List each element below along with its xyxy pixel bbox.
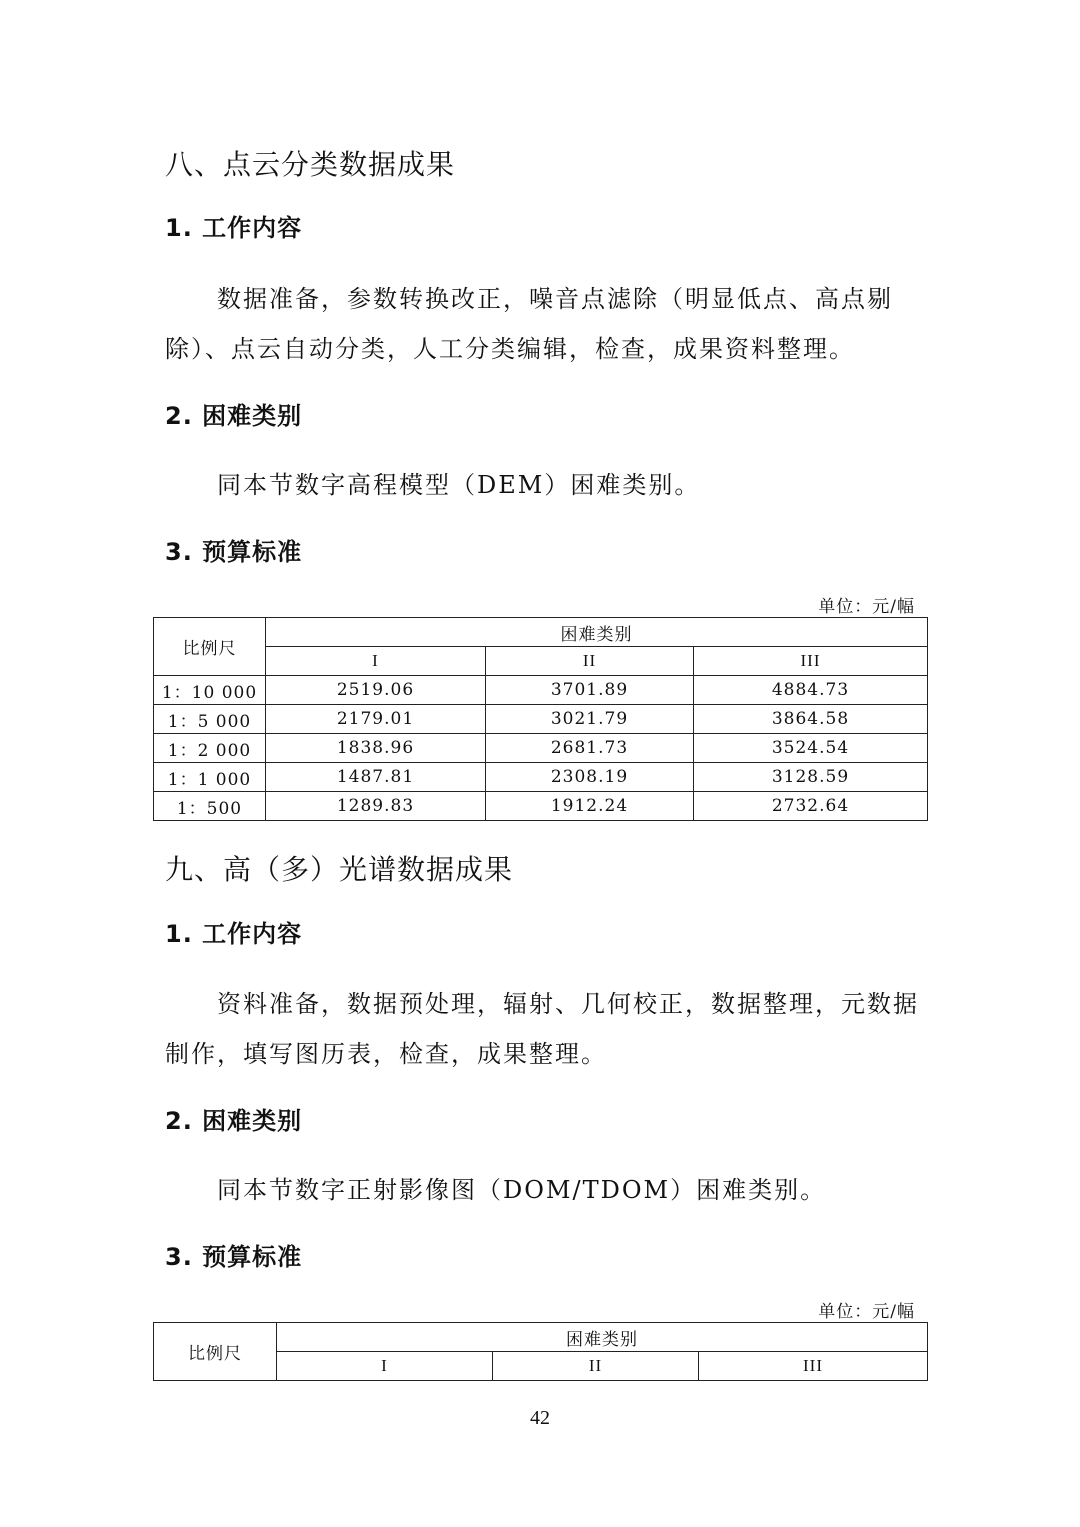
scale-cell: 1：500 bbox=[154, 792, 266, 821]
section8-unit-label: 单位：元/幅 bbox=[818, 597, 915, 617]
table-row bbox=[154, 792, 928, 821]
section8-work-heading: 1. 工作内容 bbox=[165, 214, 303, 242]
table-row bbox=[154, 705, 928, 734]
value-cell: 2179.01 bbox=[266, 705, 486, 734]
level-header: III bbox=[699, 1352, 928, 1381]
section9-budget-heading: 3. 预算标准 bbox=[165, 1243, 303, 1271]
value-cell: 2732.64 bbox=[694, 792, 928, 821]
value-cell: 2681.73 bbox=[486, 734, 694, 763]
scale-cell: 1：2 000 bbox=[154, 734, 266, 763]
scale-cell: 1：10 000 bbox=[154, 676, 266, 705]
section9-title: 九、高（多）光谱数据成果 bbox=[165, 853, 514, 886]
section8-budget-heading: 3. 预算标准 bbox=[165, 538, 303, 566]
level-header: I bbox=[266, 647, 486, 676]
section8-budget-table bbox=[153, 617, 928, 821]
section8-work-text: 数据准备，参数转换改正，噪音点滤除（明显低点、高点剔除）、点云自动分类，人工分类编辑，检查，成果资料整理。 bbox=[165, 285, 893, 363]
value-cell: 2519.06 bbox=[266, 676, 486, 705]
section9-work-heading: 1. 工作内容 bbox=[165, 920, 303, 948]
section8-difficulty-heading: 2. 困难类别 bbox=[165, 402, 303, 430]
value-cell: 3864.58 bbox=[694, 705, 928, 734]
table-row bbox=[154, 763, 928, 792]
scale-header: 比例尺 bbox=[154, 1323, 277, 1381]
section9-difficulty-text: 同本节数字正射影像图（DOM/TDOM）困难类别。 bbox=[217, 1176, 827, 1204]
value-cell: 4884.73 bbox=[694, 676, 928, 705]
section8-title: 八、点云分类数据成果 bbox=[165, 148, 456, 181]
value-cell: 3021.79 bbox=[486, 705, 694, 734]
section9-difficulty-heading: 2. 困难类别 bbox=[165, 1107, 303, 1135]
section8-difficulty-text: 同本节数字高程模型（DEM）困难类别。 bbox=[217, 471, 701, 499]
section9-work-text: 资料准备，数据预处理，辐射、几何校正，数据整理，元数据制作，填写图历表，检查，成果整理。 bbox=[165, 990, 919, 1068]
page-number: 42 bbox=[530, 1407, 550, 1429]
value-cell: 3701.89 bbox=[486, 676, 694, 705]
value-cell: 1487.81 bbox=[266, 763, 486, 792]
scale-cell: 1：1 000 bbox=[154, 763, 266, 792]
value-cell: 3524.54 bbox=[694, 734, 928, 763]
section9-budget-table bbox=[153, 1322, 928, 1381]
section9-unit-label: 单位：元/幅 bbox=[818, 1302, 915, 1322]
scale-cell: 1：5 000 bbox=[154, 705, 266, 734]
level-header: II bbox=[486, 647, 694, 676]
level-header: III bbox=[694, 647, 928, 676]
table-row bbox=[154, 734, 928, 763]
difficulty-header: 困难类别 bbox=[277, 1323, 928, 1352]
value-cell: 1912.24 bbox=[486, 792, 694, 821]
value-cell: 1838.96 bbox=[266, 734, 486, 763]
difficulty-header: 困难类别 bbox=[266, 618, 928, 647]
scale-header: 比例尺 bbox=[154, 618, 266, 676]
value-cell: 2308.19 bbox=[486, 763, 694, 792]
level-header: II bbox=[493, 1352, 699, 1381]
level-header: I bbox=[277, 1352, 493, 1381]
value-cell: 3128.59 bbox=[694, 763, 928, 792]
table-row bbox=[154, 676, 928, 705]
value-cell: 1289.83 bbox=[266, 792, 486, 821]
